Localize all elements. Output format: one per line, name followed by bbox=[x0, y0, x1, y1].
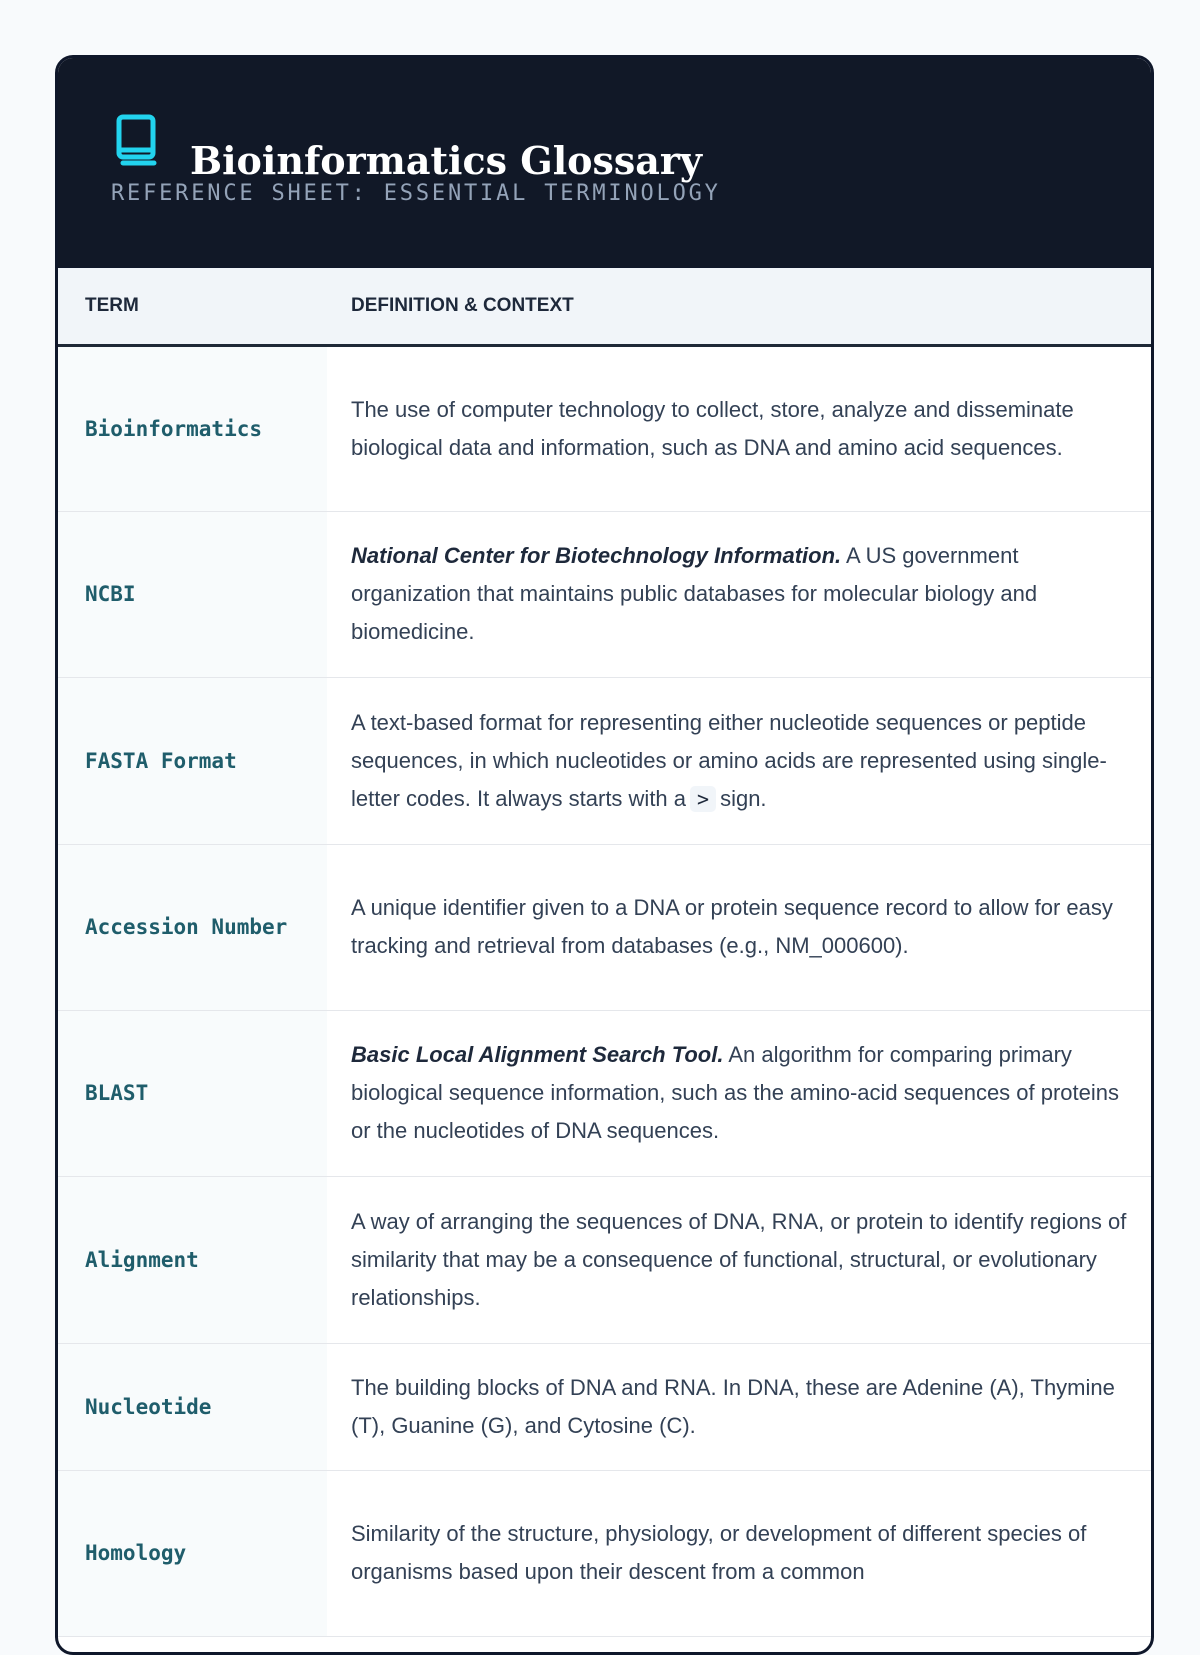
definition-text-accession-number: A unique identifier given to a DNA or protein sequence record to allow for easy tracking and retrieval from databases (e.g., NM_000600). bbox=[351, 895, 1113, 958]
definition-bioinformatics bbox=[327, 345, 1154, 511]
definition-text-ncbi: A US government organization that maintains public databases for molecular biology and biomedicine. bbox=[351, 543, 1038, 644]
term-alignment: Alignment bbox=[58, 1176, 327, 1343]
definition-column-header: DEFINITION & CONTEXT bbox=[327, 268, 1154, 345]
glossary-row-blast bbox=[58, 1010, 1154, 1176]
book-icon bbox=[115, 114, 159, 166]
glossary-row-ncbi bbox=[58, 511, 1154, 677]
table-header-row bbox=[58, 268, 1154, 345]
definition-emphasis-ncbi: National Center for Biotechnology Information. bbox=[351, 543, 842, 568]
definition-ncbi bbox=[327, 511, 1154, 677]
page-subtitle: REFERENCE SHEET: ESSENTIAL TERMINOLOGY bbox=[111, 181, 721, 206]
definition-text-fasta-format: A text-based format for representing either nucleotide sequences or peptide sequences, in which nucleotides or amino acids are represented using single-letter codes. It always starts with a bbox=[351, 709, 1107, 811]
term-column-header: TERM bbox=[58, 268, 327, 345]
definition-blast bbox=[327, 1010, 1154, 1176]
glossary-card bbox=[55, 55, 1154, 1655]
definition-text-homology: Similarity of the structure, physiology, or development of different species of organisms based upon their descent from a common bbox=[351, 1521, 1087, 1584]
definition-text-blast: An algorithm for comparing primary biological sequence information, such as the amino-acid sequences of proteins or the nucleotides of DNA sequences. bbox=[351, 1042, 1120, 1143]
definition-fasta-format bbox=[327, 677, 1154, 844]
fasta-sign-code: > bbox=[690, 786, 716, 812]
term-bioinformatics: Bioinformatics bbox=[58, 345, 327, 511]
term-blast: BLAST bbox=[58, 1010, 327, 1176]
glossary-row-nucleotide bbox=[58, 1343, 1154, 1470]
definition-emphasis-blast: Basic Local Alignment Search Tool. bbox=[351, 1042, 724, 1067]
term-ncbi: NCBI bbox=[58, 511, 327, 677]
definition-text-nucleotide: The building blocks of DNA and RNA. In DNA, these are Adenine (A), Thymine (T), Guanine (G), and Cytosine (C). bbox=[351, 1374, 1115, 1438]
term-fasta-format: FASTA Format bbox=[58, 677, 327, 844]
definition-homology bbox=[327, 1470, 1154, 1636]
page-title: Bioinformatics Glossary bbox=[190, 138, 702, 184]
glossary-row-alignment bbox=[58, 1176, 1154, 1343]
glossary-row-bioinformatics bbox=[58, 345, 1154, 511]
definition-after-fasta-format: sign. bbox=[720, 785, 767, 811]
glossary-table bbox=[58, 268, 1154, 1637]
definition-alignment bbox=[327, 1176, 1154, 1343]
definition-text-alignment: A way of arranging the sequences of DNA, RNA, or protein to identify regions of similarity that may be a consequence of functional, structural, or evolutionary relationships. bbox=[351, 1208, 1127, 1310]
glossary-header bbox=[58, 58, 1151, 268]
glossary-row-accession-number bbox=[58, 844, 1154, 1010]
term-accession-number: Accession Number bbox=[58, 844, 327, 1010]
definition-text-bioinformatics: The use of computer technology to collect, store, analyze and disseminate biological data and information, such as DNA and amino acid sequences. bbox=[351, 396, 1074, 460]
definition-accession-number bbox=[327, 844, 1154, 1010]
term-nucleotide: Nucleotide bbox=[58, 1343, 327, 1470]
glossary-row-homology bbox=[58, 1470, 1154, 1636]
term-homology: Homology bbox=[58, 1470, 327, 1636]
definition-nucleotide bbox=[327, 1343, 1154, 1470]
glossary-row-fasta-format bbox=[58, 677, 1154, 844]
